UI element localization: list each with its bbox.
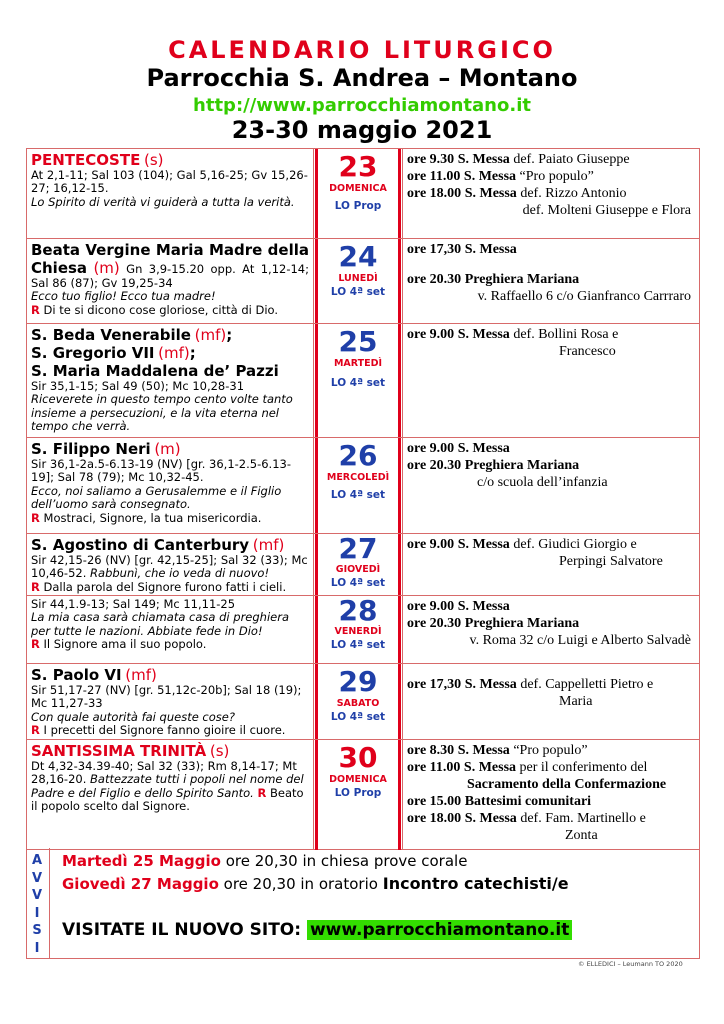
gospel-quote: La mia casa sarà chiamata casa di preghiera per tutte le nazioni. Abbiate fede in Dio! [31, 610, 290, 638]
list-item: ore 9.00 S. Messa [407, 441, 510, 456]
liturgy-cell [27, 149, 314, 238]
day-number: 24 [338, 240, 378, 273]
day-number: 25 [338, 325, 378, 358]
psalm-response: R I precetti del Signore fanno gioire il cuore. [31, 723, 286, 738]
date-cell [315, 324, 401, 438]
feast-title: PENTECOSTE [31, 151, 141, 169]
gospel-quote: Con quale autorità fai queste cose? [31, 709, 235, 724]
schedule-cell [402, 534, 699, 596]
schedule-cell [402, 149, 699, 238]
table-row [27, 739, 699, 850]
list-item: ore 17,30 S. Messa [407, 242, 517, 257]
weekday: DOMENICA [329, 183, 387, 194]
liturgy-cell [27, 239, 314, 324]
day-number: 26 [338, 439, 378, 472]
calendar-table [26, 148, 700, 850]
list-item: v. Raffaello 6 c/o Gianfranco Carrraro [477, 289, 691, 304]
gospel-quote: Lo Spirito di verità vi guiderà a tutta la verità. [31, 194, 295, 209]
psalm-response: R Di te si dicono cose gloriose, città di Dio. [31, 302, 279, 317]
gospel-quote: Rabbunì, che io veda di nuovo! [90, 566, 270, 581]
list-item: ore 15.00 Battesimi comunitari [407, 794, 592, 809]
schedule-cell [402, 324, 699, 438]
list-item: ore 18.00 S. Messa def. Rizzo Antonio [407, 186, 627, 201]
weekday: SABATO [336, 698, 380, 709]
readings: Sir 42,15-26 (NV) [gr. 42,15-25]; Sal 32 (33); Mc 10,46-52. [31, 553, 308, 581]
day-number: 27 [338, 532, 378, 565]
feast-grade: (s) [143, 151, 164, 169]
date-cell [315, 596, 401, 664]
notice-item: Giovedì 27 Maggio ore 20,30 in oratorio Incontro catechisti/e [62, 874, 569, 893]
liturgy-cell [27, 664, 314, 740]
psalm-response: R Il Signore ama il suo popolo. [31, 637, 207, 652]
feast-title: S. Gregorio VII [31, 344, 155, 362]
weekday: LUNEDÌ [338, 273, 378, 284]
schedule-cell [402, 239, 699, 324]
list-item: ore 18.00 S. Messa def. Fam. Martinello e [407, 811, 646, 826]
liturgy-cell: S. Beda Venerabile (mf); S. Gregorio VII (mf); S. Maria Maddalena de’ Pazzi Sir 35,1-15; Sal 49 (50); Mc 10,28-31 Riceverete in questo tempo cento volte tanto insieme a persecuzioni, e la vita eterna nel tempo che verrà. [27, 324, 314, 438]
schedule-cell [402, 596, 699, 664]
list-item: def. Molteni Giuseppe e Flora [522, 203, 691, 218]
liturgy-hours: LO 4ª set [330, 377, 386, 389]
weekday: GIOVEDÌ [335, 564, 381, 575]
new-site-link[interactable]: www.parrocchiamontano.it [307, 920, 572, 940]
list-item: Francesco [559, 344, 616, 359]
psalm-response: R Dalla parola del Signore furono fatti i cieli. [31, 579, 287, 594]
day-number: 30 [338, 741, 378, 774]
day-number: 29 [338, 665, 378, 698]
gospel-quote: Riceverete in questo tempo cento volte tanto insieme a persecuzioni, e la vita eterna nel tempo che verrà. [31, 392, 293, 434]
readings: Gn 3,9-15.20 opp. At 1,12-14; Sal 86 (87); Gv 19,25-34 [31, 262, 309, 290]
date-cell [315, 239, 401, 324]
list-item: ore 20.30 Preghiera Mariana [407, 458, 580, 473]
gospel-quote: Ecco tuo figlio! Ecco tua madre! [31, 289, 216, 304]
day-number: 23 [338, 150, 378, 183]
feast-grade: (s) [209, 742, 230, 760]
schedule-cell [402, 740, 699, 850]
feast-title: S. Agostino di Canterbury [31, 536, 250, 554]
notices-content [49, 848, 695, 958]
liturgy-cell [27, 438, 314, 534]
date-cell [315, 664, 401, 740]
table-row [27, 663, 699, 740]
notices-box [26, 848, 700, 959]
list-item: Sacramento della Confermazione [467, 777, 667, 792]
list-item: ore 20.30 Preghiera Mariana [407, 272, 580, 287]
date-cell [315, 740, 401, 850]
readings: Dt 4,32-34.39-40; Sal 32 (33); Rm 8,14-17; Mt 28,16-20. [31, 759, 297, 787]
list-item: c/o scuola dell’infanzia [477, 475, 608, 490]
notice-item: VISITATE IL NUOVO SITO: www.parrocchiamontano.it [62, 920, 572, 940]
feast-grade: (m) [154, 440, 181, 458]
feast-title: S. Filippo Neri [31, 440, 151, 458]
list-item: ore 9.00 S. Messa def. Bollini Rosa e [407, 327, 619, 342]
notices-label: A V V I S I [31, 853, 43, 956]
feast-grade: (mf) [194, 326, 227, 344]
liturgy-hours: LO 4ª set [330, 489, 386, 501]
table-row [27, 238, 699, 324]
table-row [27, 149, 699, 238]
list-item: ore 11.00 S. Messa per il conferimento del [407, 760, 648, 775]
weekday: MERCOLEDÌ [326, 472, 390, 483]
feast-grade: (m) [93, 259, 120, 277]
list-item: Zonta [565, 828, 598, 843]
feast-grade: (mf) [252, 536, 285, 554]
parish-name: Parrocchia S. Andrea – Montano [146, 64, 578, 92]
liturgy-hours: LO Prop [334, 787, 382, 799]
readings: Sir 36,1-2a.5-6.13-19 (NV) [gr. 36,1-2.5-6.13-19]; Sal 78 (79); Mc 10,32-45. [31, 457, 291, 485]
list-item: Perpingi Salvatore [559, 554, 663, 569]
table-row [27, 533, 699, 596]
calendar-title: CALENDARIO LITURGICO [168, 36, 556, 64]
feast-title: S. Beda Venerabile [31, 326, 191, 344]
schedule-cell [402, 664, 699, 740]
gospel-quote: Ecco, noi saliamo a Gerusalemme e il Figlio dell’uomo sarà consegnato. [31, 483, 282, 512]
table-row [27, 595, 699, 664]
list-item: ore 9.30 S. Messa def. Paiato Giuseppe [407, 152, 630, 167]
notice-item: Martedì 25 Maggio ore 20,30 in chiesa prove corale [62, 852, 468, 870]
parish-url-link[interactable]: http://www.parrocchiamontano.it [193, 95, 531, 116]
date-cell [315, 534, 401, 596]
readings: At 2,1-11; Sal 103 (104); Gal 5,16-25; Gv 15,26-27; 16,12-15. [31, 168, 308, 196]
feast-grade: (mf) [125, 666, 157, 684]
list-item: Maria [559, 694, 593, 709]
feast-title: S. Paolo VI [31, 666, 122, 684]
week-period: 23-30 maggio 2021 [231, 116, 493, 144]
feast-title: SANTISSIMA TRINITÀ [31, 742, 207, 760]
feast-grade: (mf) [158, 344, 190, 362]
gospel-quote: Battezzate tutti i popoli nel nome del Padre e del Figlio e dello Spirito Santo. [31, 772, 304, 800]
psalm-response: R Mostraci, Signore, la tua misericordia. [31, 510, 262, 525]
weekday: VENERDÌ [334, 626, 382, 637]
readings: Sir 35,1-15; Sal 49 (50); Mc 10,28-31 [31, 379, 245, 393]
liturgy-cell [27, 740, 314, 850]
list-item: ore 11.00 S. Messa “Pro populo” [407, 169, 594, 184]
psalm-response: R [257, 785, 267, 800]
list-item: ore 8.30 S. Messa “Pro populo” [407, 743, 588, 758]
psalm-response: Beato il popolo scelto dal Signore. [31, 785, 304, 814]
liturgy-hours: LO 4ª set [330, 639, 386, 651]
feast-title: Beata Vergine Maria Madre della Chiesa [31, 241, 309, 277]
readings: Sir 51,17-27 (NV) [gr. 51,12c-20b]; Sal 18 (19); Mc 11,27-33 [31, 683, 302, 711]
weekday: MARTEDÌ [333, 358, 383, 369]
table-row [27, 323, 699, 438]
table-row [27, 437, 699, 534]
day-number: 28 [338, 594, 378, 627]
feast-title: S. Maria Maddalena de’ Pazzi [31, 362, 279, 380]
list-item: ore 9.00 S. Messa def. Giudici Giorgio e [407, 537, 637, 552]
list-item: ore 20.30 Preghiera Mariana [407, 616, 580, 631]
readings: Sir 44,1.9-13; Sal 149; Mc 11,11-25 [31, 597, 236, 611]
schedule-cell [402, 438, 699, 534]
weekday: DOMENICA [329, 774, 387, 785]
liturgy-cell [27, 534, 314, 596]
liturgy-cell [27, 596, 314, 664]
liturgy-hours: LO Prop [334, 200, 382, 212]
copyright-note: © ELLEDICI – Leumann TO 2020 [578, 960, 683, 968]
list-item: ore 17,30 S. Messa def. Cappelletti Pietro e [407, 677, 654, 692]
list-item: v. Roma 32 c/o Luigi e Alberto Salvadè [469, 633, 691, 648]
liturgy-hours: LO 4ª set [330, 286, 386, 298]
date-cell [315, 438, 401, 534]
liturgy-hours: LO 4ª set [330, 711, 386, 723]
list-item: ore 9.00 S. Messa [407, 599, 510, 614]
date-cell [315, 149, 401, 238]
liturgy-hours: LO 4ª set [330, 577, 386, 589]
